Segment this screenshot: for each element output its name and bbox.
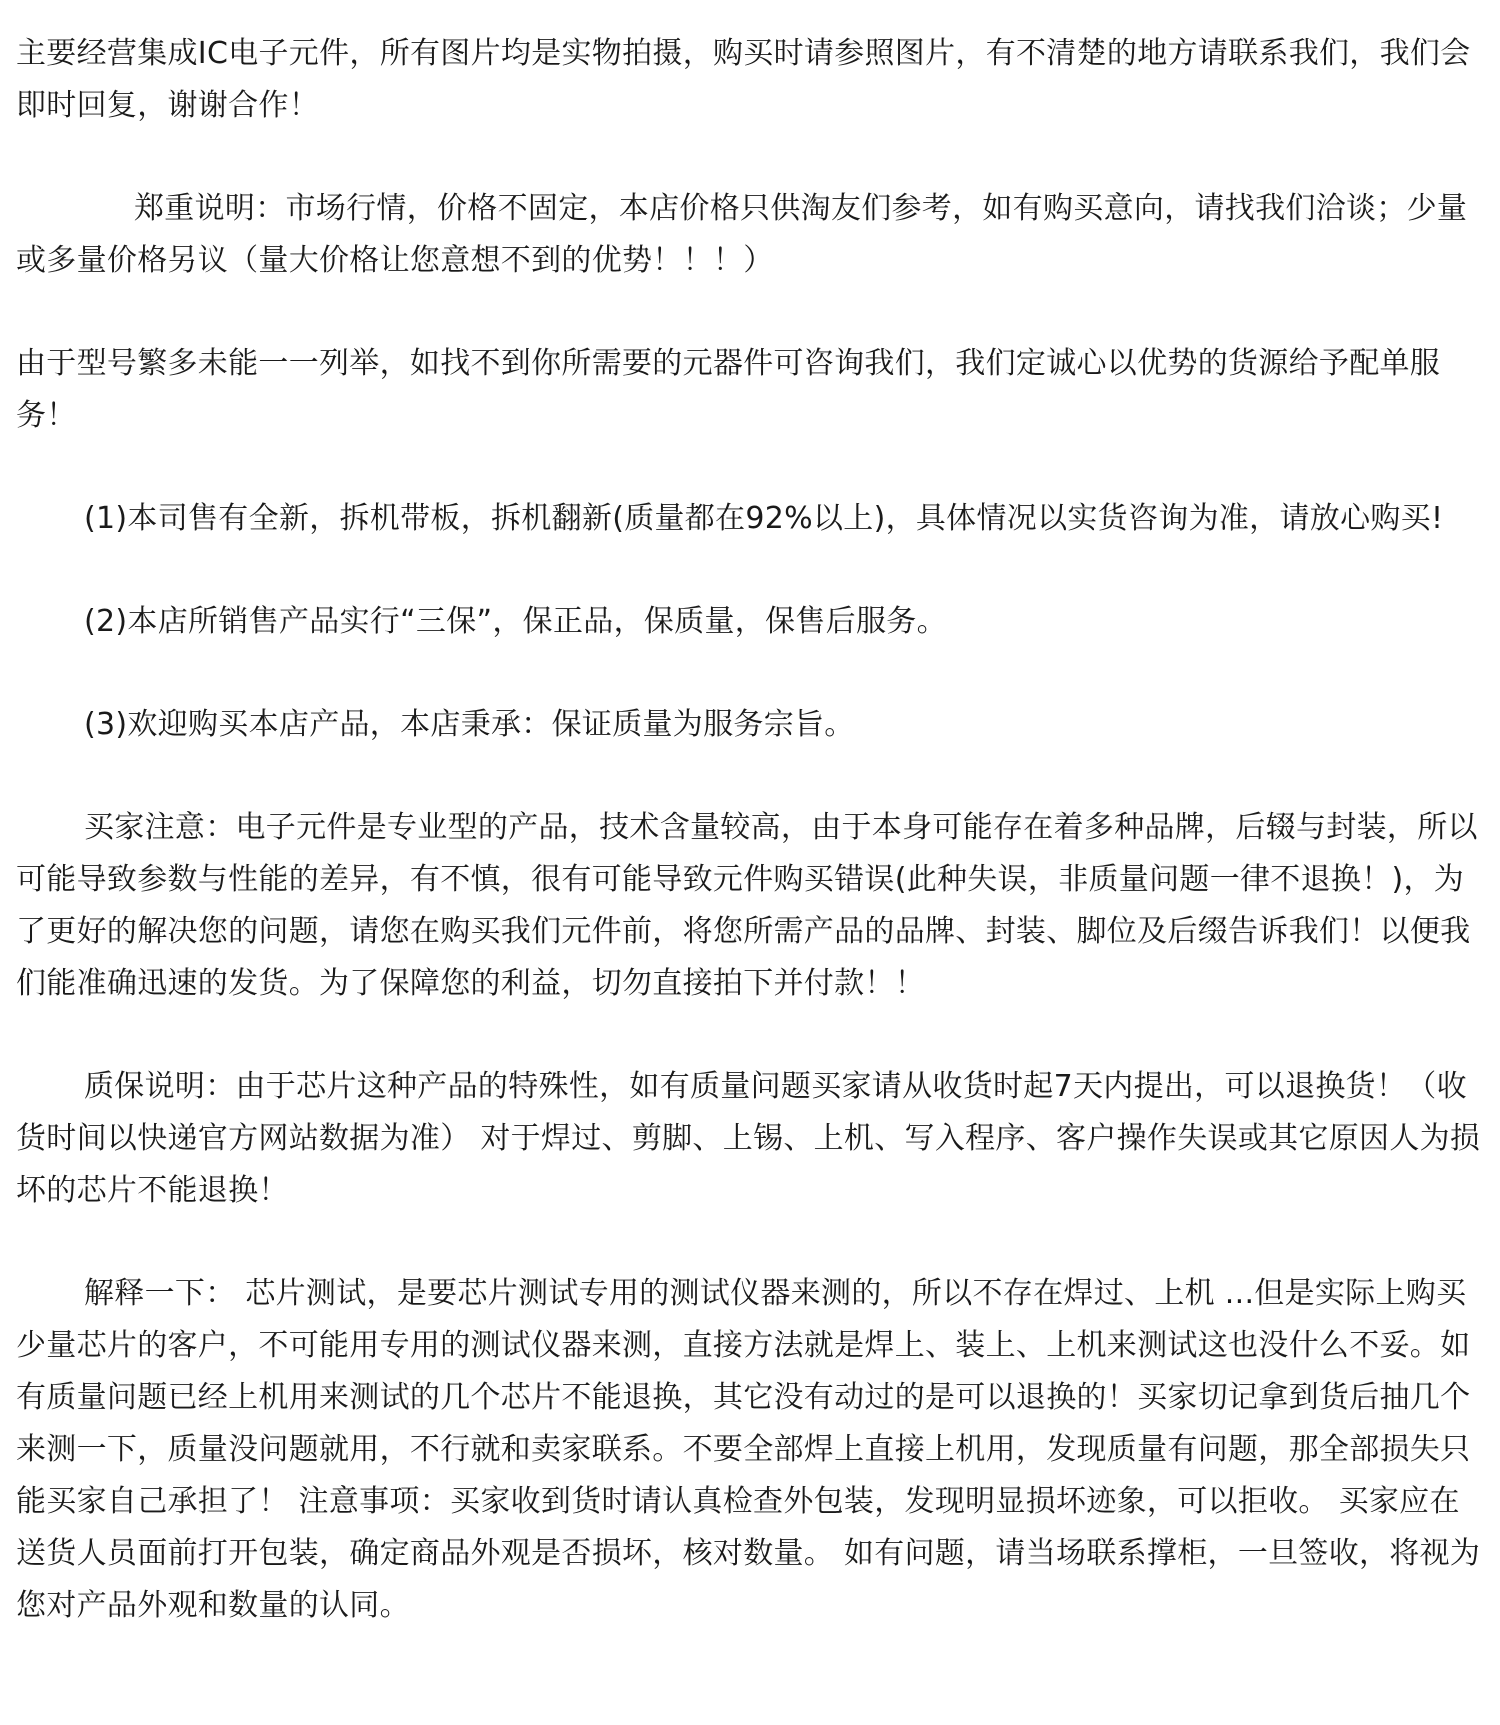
- paragraph-item-2-guarantee: (2)本店所销售产品实行“三保”，保正品，保质量，保售后服务。: [84, 604, 947, 639]
- paragraph-price-statement: 郑重说明：市场行情，价格不固定，本店价格只供淘友们参考，如有购买意向，请找我们洽谈；少量或多量价格另议（量大价格让您意想不到的优势！！！）: [16, 191, 1468, 278]
- paragraph-item-3-welcome: (3)欢迎购买本店产品，本店秉承：保证质量为服务宗旨。: [84, 707, 855, 742]
- paragraph-warranty-statement: 质保说明：由于芯片这种产品的特殊性，如有质量问题买家请从收货时起7天内提出，可以退换货！（收货时间以快递官方网站数据为准） 对于焊过、剪脚、上锡、上机、写入程序、客户操作失误或其它原因人为损坏的芯片不能退换！: [16, 1069, 1481, 1208]
- paragraph-business-intro: 主要经营集成IC电子元件，所有图片均是实物拍摄，购买时请参照图片，有不清楚的地方请联系我们，我们会即时回复，谢谢合作！: [16, 36, 1471, 123]
- paragraph-item-1-condition: (1)本司售有全新，拆机带板，拆机翻新(质量都在92%以上)，具体情况以实货咨询为准，请放心购买!: [84, 501, 1444, 536]
- paragraph-sourcing-service: 由于型号繁多未能一一列举，如找不到你所需要的元器件可咨询我们，我们定诚心以优势的货源给予配单服务！: [16, 346, 1441, 433]
- paragraph-explanation: 解释一下： 芯片测试，是要芯片测试专用的测试仪器来测的，所以不存在焊过、上机 ...但是实际上购买少量芯片的客户，不可能用专用的测试仪器来测，直接方法就是焊上、装上、上机来测试这也没什么不妥。如有质量问题已经上机用来测试的几个芯片不能退换，其它没有动过的是可以退换的！买家切记拿到货后抽几个来测一下，质量没问题就用，不行就和卖家联系。不要全部焊上直接上机用，发现质量有问题，那全部损失只能买家自己承担了！ 注意事项：买家收到货时请认真检查外包装，发现明显损坏迹象，可以拒收。 买家应在送货人员面前打开包装，确定商品外观是否损坏，核对数量。 如有问题，请当场联系撑柜，一旦签收，将视为您对产品外观和数量的认同。: [16, 1276, 1481, 1623]
- paragraph-buyer-notice: 买家注意：电子元件是专业型的产品，技术含量较高，由于本身可能存在着多种品牌，后辍与封装，所以可能导致参数与性能的差异，有不慎，很有可能导致元件购买错误(此种失误，非质量问题一律不退换！)，为了更好的解决您的问题，请您在购买我们元件前，将您所需产品的品牌、封装、脚位及后缀告诉我们！以便我们能准确迅速的发货。为了保障您的利益，切勿直接拍下并付款！！: [16, 810, 1478, 1001]
